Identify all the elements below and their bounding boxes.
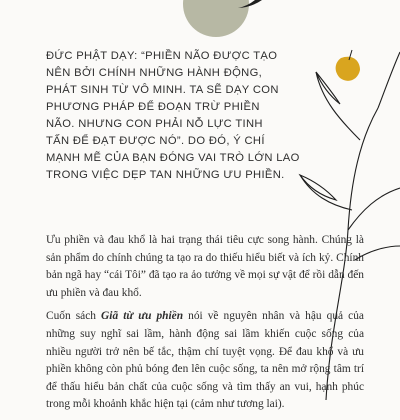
quote-line: NÊN BỞI CHÍNH NHỮNG HÀNH ĐỘNG, xyxy=(46,67,263,79)
quote-line: PHƯƠNG PHÁP ĐỂ ĐOẠN TRỪ PHIỀN xyxy=(46,101,260,113)
book-description xyxy=(46,232,364,420)
quote-line: TẤN ĐỂ ĐẠT ĐƯỢC NÓ”. DO ĐÓ, Ý CHÍ xyxy=(46,135,265,147)
book-title: Giã từ ưu phiền xyxy=(101,310,184,323)
paragraph-2-rest: nói về nguyên nhân và hậu quả của những suy nghĩ sai lầm, hành động sai lầm khiến cuộc sống của nhiều người trở nên bế tắc, thậm chí tuyệt vọng. Để đau khổ và ưu phiền không còn phủ bóng đen lên cuộc sống, ta nên mở rộng tâm trí để thấu hiểu bản chất của cuộc sống và tìm thấy an vui, hạnh phúc trong mỗi khoảnh khắc hiện tại (cảm như tương lai). xyxy=(46,310,364,411)
paragraph-1: Ưu phiền và đau khổ là hai trạng thái tiêu cực song hành. Chúng là sản phẩm do chính chúng ta tạo ra do thiếu hiểu biết và ích kỷ. Chính bản ngã hay “cái Tôi” đã tạo ra ảo tưởng về mọi sự vật để rồi dẫn đến ưu phiền và đau khổ. xyxy=(46,234,364,299)
quote-line: NÃO. NHƯNG CON PHẢI NỖ LỰC TINH xyxy=(46,118,263,130)
olive-circle-icon xyxy=(183,0,249,37)
buddha-quote xyxy=(46,48,346,184)
quote-line: MẠNH MẼ CỦA BẠN ĐÓNG VAI TRÒ LỚN LAO xyxy=(46,152,300,164)
moon-crescent-icon xyxy=(238,0,262,8)
paragraph-2 xyxy=(46,308,364,414)
paragraph-2-start: Cuốn sách xyxy=(46,310,102,323)
quote-line: PHÁT SINH TỪ VÔ MINH. TA SẼ DẠY CON xyxy=(46,84,279,96)
quote-line: ĐỨC PHẬT DẠY: “PHIỀN NÃO ĐƯỢC TẠO xyxy=(46,50,278,62)
quote-line: TRONG VIỆC DẸP TAN NHỮNG ƯU PHIỀN. xyxy=(46,169,285,181)
